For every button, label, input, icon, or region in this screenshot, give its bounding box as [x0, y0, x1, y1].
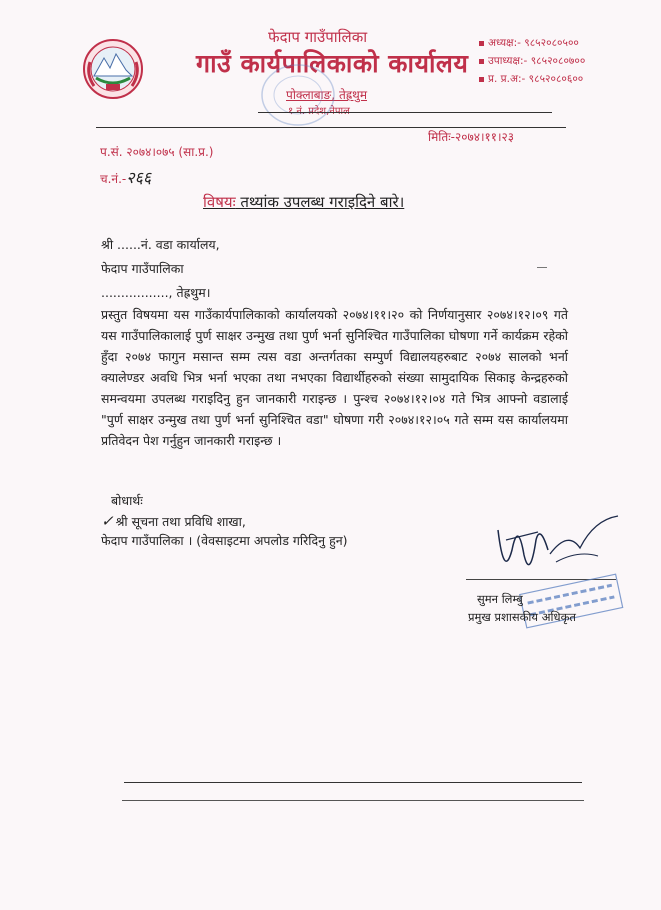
footer-rule [124, 782, 582, 783]
contact-vice-chair: उपाध्यक्ष:- ९८५२०८०७०० [479, 52, 585, 70]
letterhead-title: गाउँ कार्यपालिकाको कार्यालय [196, 49, 469, 78]
letter-subject: विषयः तथ्यांक उपलब्ध गराइदिने बारे। [203, 193, 405, 211]
signatory-name: सुमन लिम्बु [477, 592, 523, 606]
header-rule-short [258, 112, 552, 113]
handwritten-check-mark: ✓ [101, 512, 114, 530]
cc-line-2: फेदाप गाउँपालिका । (वेवसाइटमा अपलोड गरिदिनु हुन) [101, 533, 348, 548]
office-name: फेदाप गाउँपालिका [268, 28, 368, 46]
phone-icon [479, 77, 484, 82]
contact-numbers [479, 34, 585, 88]
reference-number: प.सं. २०७४।०७५ (सा.प्र.) [100, 145, 214, 159]
phone-icon [479, 41, 484, 46]
cc-label: बोधार्थः [111, 493, 143, 508]
recipient-line-3: ................., तेह्रथुम। [101, 285, 211, 300]
recipient-line-2: फेदाप गाउँपालिका [101, 261, 184, 276]
letter-date: मितिः-२०७४।११।२३ [428, 130, 515, 144]
pen-mark [537, 267, 547, 268]
contact-cao: प्र. प्र.अ:- ९८५२०८०६०० [479, 70, 585, 88]
letter-body: प्रस्तुत विषयमा यस गाउँकार्यपालिकाको कार्यालयको २०७४।११।२० को निर्णयानुसार २०७४।१२।०९ गते यस गाउँपालिकालाई पुर्ण साक्षर उन्मुख तथा पुर्ण भर्ना सुनिश्चित गाउँपालिका घोषणा गर्ने कार्यक्रम रहेको हुँदा २०७४ फागुन मसान्त सम्म त्यस वडा अन्तर्गतका सम्पुर्ण विद्यालयहरुबाट २०७४ सालको भर्ना क्यालेण्डर अवधि भित्र भर्ना भएका तथा नभएका विद्यार्थीहरुको संख्या सामुदायिक सिकाइ केन्द्रहरुको समन्वयमा उपलब्ध गराइदिनु हुन जानकारी गराइन्छ । पुन्श्च २०७४।१२।०४ गते भित्र आफ्नो वडालाई "पुर्ण साक्षर उन्मुख तथा पुर्ण भर्ना सुनिश्चित वडा" घोषणा गरी २०७४।१२।०५ गते सम्म यस कार्यालयमा प्रतिवेदन पेश गर्नुहुन जानकारी गराइन्छ । [101, 307, 568, 448]
dispatch-number: च.नं.-२६६ [100, 168, 152, 187]
office-seal-stamp [258, 60, 338, 130]
office-address: पोक्लाबाङ, तेह्रथुम [286, 88, 367, 102]
cc-line-1: ✓ श्री सूचना तथा प्रविधि शाखा, [101, 512, 246, 530]
recipient-line-1: श्री ......नं. वडा कार्यालय, [101, 237, 220, 252]
nepal-emblem-icon [82, 38, 144, 100]
phone-icon [479, 59, 484, 64]
signatory-title: प्रमुख प्रशासकीय अधिकृत [468, 610, 576, 624]
contact-chair: अध्यक्ष:- ९८५२०८०५०० [479, 34, 585, 52]
footer-rule-lower [122, 800, 584, 801]
